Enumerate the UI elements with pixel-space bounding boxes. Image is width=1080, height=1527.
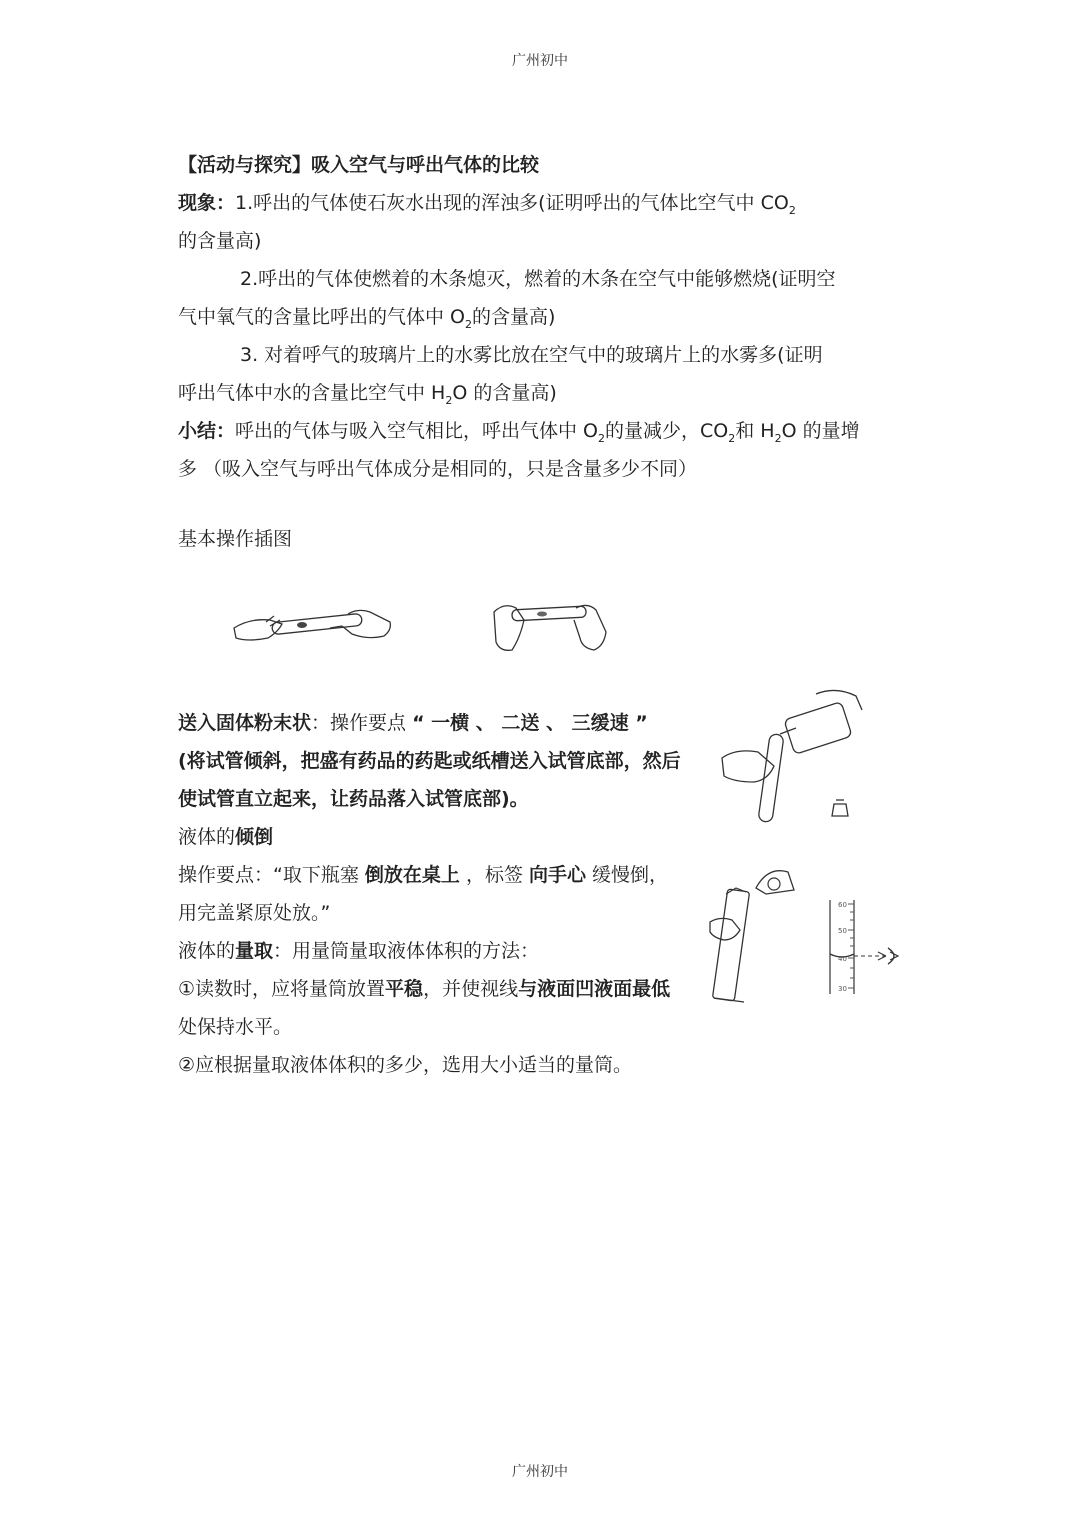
text: ，标签 (459, 864, 529, 886)
summary-label: 小结： (178, 420, 236, 442)
powder-keypoints: “ 一横 、 二送 、 三缓速 ” (412, 712, 648, 734)
pour-line-2: 用完盖紧原处放。” (178, 902, 331, 924)
illustrations-heading: 基本操作插图 (178, 528, 293, 550)
pour-line-1 (178, 856, 718, 894)
subscript: 2 (774, 431, 782, 445)
phenomenon-line-6 (178, 374, 858, 412)
phenomenon-line-3: 2.呼出的气体使燃着的木条熄灭，燃着的木条在空气中能够燃烧(证明空 (240, 268, 836, 290)
subscript: 2 (445, 393, 453, 407)
test-tube-hands-illustration-2 (490, 598, 610, 656)
liquid-pouring-illustration (706, 860, 810, 1008)
powder-line-1 (178, 704, 718, 742)
text-bold: 平稳 (385, 978, 424, 1000)
powder-pouring-illustration (716, 686, 864, 828)
text: 呼出气体中水的含量比空气中 H (178, 382, 446, 404)
subscript: 2 (465, 317, 472, 331)
text: 缓慢倒， (586, 864, 669, 886)
cylinder-tick-label: 60 (838, 901, 847, 909)
summary-line-2: 多 （吸入空气与呼出气体成分是相同的，只是含量多少不同） (178, 458, 698, 480)
text: 的含量高) (472, 306, 556, 328)
page-header: 广州初中 (512, 53, 568, 69)
text: O 的量增 (781, 420, 860, 442)
cylinder-tick-label: 40 (838, 955, 847, 963)
text-bold: 倒放在桌上 (364, 864, 460, 886)
powder-line-2: (将试管倾斜，把盛有药品的药匙或纸槽送入试管底部，然后 (178, 750, 681, 772)
phenomenon-line-4 (178, 298, 858, 336)
cylinder-tick-label: 50 (838, 927, 847, 935)
rule-1-line-1 (178, 970, 718, 1008)
text: ①读数时，应将量筒放置 (178, 978, 386, 1000)
phenomenon-label: 现象： (178, 192, 236, 214)
liquid-pour-heading (178, 818, 718, 856)
powder-line-3: 使试管直立起来，让药品落入试管底部)。 (178, 788, 529, 810)
rule-2: ②应根据量取液体体积的多少，选用大小适当的量筒。 (178, 1054, 633, 1076)
text-bold: 与液面凹液面最低 (518, 978, 671, 1000)
section-title: 【活动与探究】吸入空气与呼出气体的比较 (178, 154, 540, 176)
text-bold: 向手心 (529, 864, 587, 886)
text-bold: 倾倒 (235, 826, 274, 848)
subscript: 2 (788, 203, 796, 217)
measure-heading (178, 932, 718, 970)
text: ：操作要点 (311, 712, 413, 734)
phenomenon-line-5: 3. 对着呼气的玻璃片上的水雾比放在空气中的玻璃片上的水雾多(证明 (240, 344, 823, 366)
text-bold: 量取 (235, 940, 274, 962)
text: 和 H (735, 420, 775, 442)
phenomenon-line-1 (178, 184, 858, 222)
phenomenon-line-2: 的含量高) (178, 230, 262, 252)
graduated-cylinder-reading (820, 896, 910, 998)
text: 气中氧气的含量比呼出的气体中 O (178, 306, 465, 328)
test-tube-hands-illustration-1 (230, 598, 395, 648)
subscript: 2 (728, 431, 736, 445)
text: 1.呼出的气体使石灰水出现的浑浊多(证明呼出的气体比空气中 CO (235, 192, 789, 214)
text: ：用量筒量取液体体积的方法： (273, 940, 540, 962)
cylinder-tick-label: 30 (838, 985, 847, 993)
text: 呼出的气体与吸入空气相比，呼出气体中 O (235, 420, 599, 442)
page-footer: 广州初中 (512, 1464, 568, 1480)
text: 液体的 (178, 940, 236, 962)
subscript: 2 (598, 431, 606, 445)
text: 的量减少，CO (605, 420, 729, 442)
text: ，并使视线 (423, 978, 519, 1000)
rule-1-line-2: 处保持水平。 (178, 1016, 293, 1038)
text: O 的含量高) (452, 382, 557, 404)
section-basic-operations (178, 704, 718, 1084)
text: 操作要点：“取下瓶塞 (178, 864, 365, 886)
section-breathing-comparison (178, 146, 858, 558)
powder-label: 送入固体粉末状 (178, 712, 312, 734)
summary-line-1 (178, 412, 858, 450)
text: 液体的 (178, 826, 236, 848)
